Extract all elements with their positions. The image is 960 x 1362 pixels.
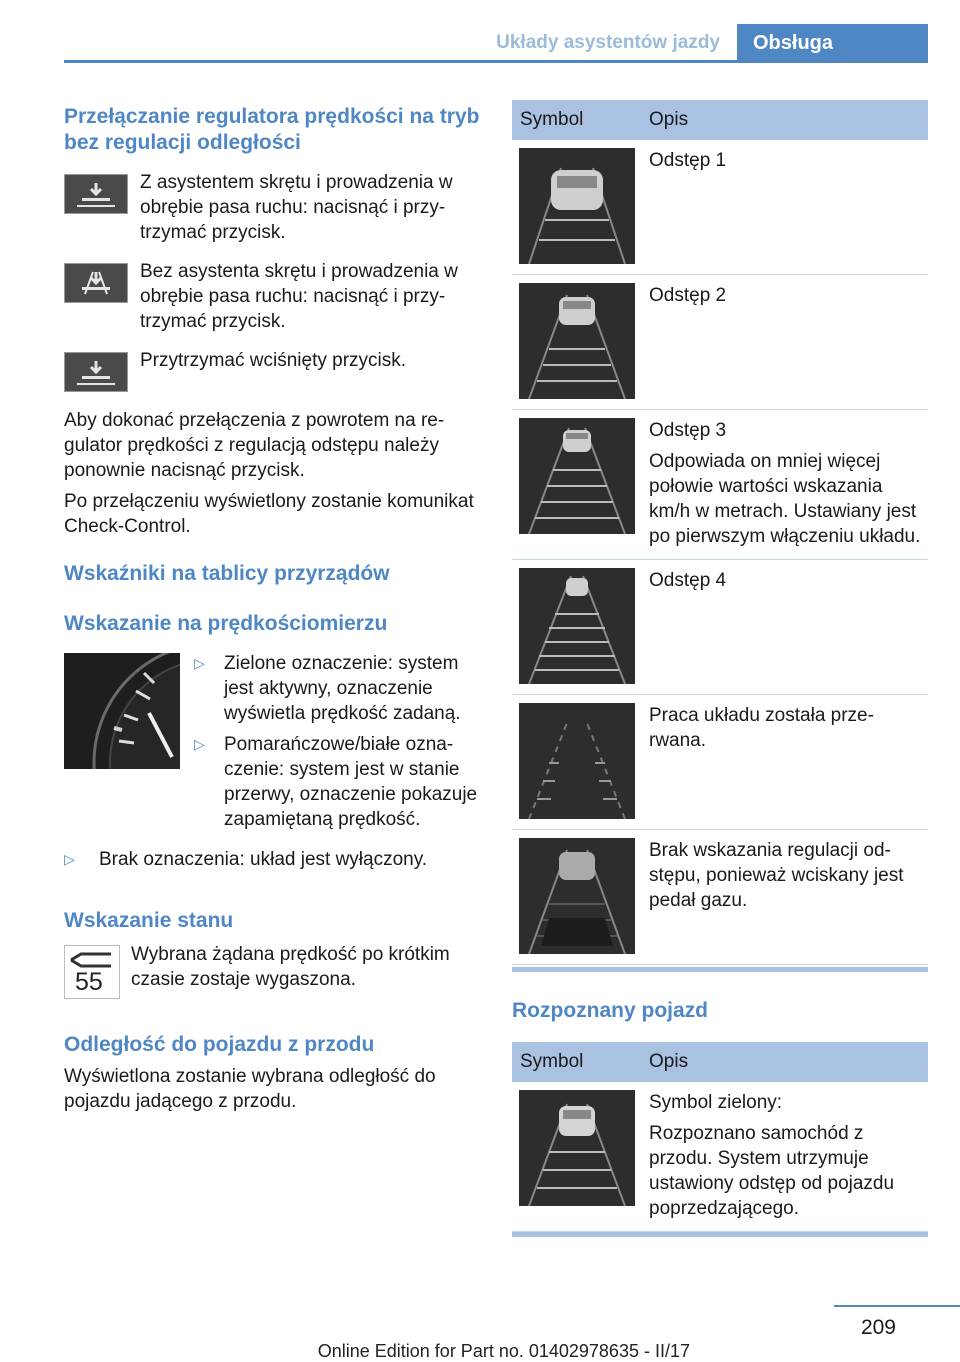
table-end-rule	[512, 967, 928, 972]
heading-status: Wskazanie stanu	[64, 909, 234, 932]
col-description-header: Opis	[641, 100, 928, 140]
heading-distance: Odległość do pojazdu z przodu	[64, 1033, 375, 1056]
button-1-text: Z asystentem skrętu i prowadzenia w obrębie pasa ruchu: nacisnąć i przytrzymać przycisk.	[140, 172, 453, 243]
table-row	[512, 1082, 928, 1232]
heading-switch-mode: Przełączanie regulatora prędkości na tryb bez regulacji odległości	[64, 105, 480, 154]
no-lane-assist-button-icon	[64, 263, 128, 303]
status-row	[64, 942, 484, 1000]
speedometer-list-2	[64, 847, 484, 872]
row-title: Odstęp 4	[649, 570, 727, 591]
vehicle-recognized-symbol	[519, 1090, 635, 1206]
distance-4-symbol	[519, 568, 635, 684]
left-column	[64, 100, 484, 1114]
header-rule	[64, 60, 928, 63]
table-row	[512, 275, 928, 410]
header-section-title: Układy asystentów jazdy	[496, 32, 720, 53]
accelerator-pressed-symbol	[519, 838, 635, 954]
footer-rule	[834, 1305, 960, 1307]
right-column	[512, 100, 928, 1237]
edition-note: Online Edition for Part no. 01402978635 - II/17	[317, 1341, 690, 1361]
speed-status-icon: 55	[64, 945, 120, 999]
row-title: Praca układu została przerwana.	[649, 705, 874, 751]
table-row	[512, 410, 928, 560]
button-row-1	[64, 170, 484, 245]
distance-symbols-table	[512, 100, 928, 965]
recognized-vehicle-table	[512, 1042, 928, 1232]
table-row	[512, 830, 928, 965]
interrupted-symbol	[519, 703, 635, 819]
col-description-header: Opis	[641, 1042, 928, 1082]
button-3-text: Przytrzymać wciśnięty przycisk.	[140, 350, 407, 371]
status-text: Wybrana żądana prędkość po krótkim czasie zostaje wygaszona.	[131, 944, 450, 990]
row-title: Symbol zielony:	[649, 1092, 783, 1113]
table-header-row	[512, 100, 928, 140]
lane-assist-button-icon	[64, 174, 128, 214]
speedometer-block	[64, 651, 484, 847]
button-2-text: Bez asystenta skrętu i prowadzenia w obrębie pasa ruchu: nacisnąć i przytrzymać przycisk.	[140, 261, 458, 332]
row-title: Odstęp 1	[649, 150, 727, 171]
page-number: 209	[860, 1316, 896, 1339]
heading-recognized-vehicle: Rozpoznany pojazd	[512, 999, 708, 1022]
paragraph-check-control: Po przełączeniu wyświetlony zostanie komunikat Check-Control.	[64, 491, 474, 537]
list-item: ▷ Zielone oznaczenie: system jest aktywny, oznaczenie wyświetla prędkość zadaną.	[194, 653, 461, 724]
col-symbol-header: Symbol	[512, 100, 641, 140]
distance-text: Wyświetlona zostanie wybrana odległość do pojazdu jadącego z przodu.	[64, 1066, 436, 1112]
button-row-3	[64, 348, 484, 398]
distance-1-symbol	[519, 148, 635, 264]
distance-3-symbol	[519, 418, 635, 534]
speedometer-list	[194, 651, 484, 832]
speedometer-image	[64, 653, 180, 769]
hold-button-icon	[64, 352, 128, 392]
table-row	[512, 140, 928, 275]
row-detail: Odpowiada on mniej więcej połowie wartości wskazania km/h w metrach. Ustawiany jest po pierwszym włączeniu układu.	[649, 451, 921, 547]
row-title: Brak wskazania regulacji odstępu, ponieważ wciskany jest pedał gazu.	[649, 840, 904, 911]
col-symbol-header: Symbol	[512, 1042, 641, 1082]
table-header-row	[512, 1042, 928, 1082]
table-end-rule	[512, 1232, 928, 1237]
paragraph-switch-back: Aby dokonać przełączenia z powrotem na regulator prędkości z regulacją odstępu należy ponownie nacisnąć przycisk.	[64, 410, 445, 481]
list-item: ▷ Brak oznaczenia: układ jest wyłączony.	[64, 849, 428, 870]
heading-indicators: Wskaźniki na tablicy przyrządów	[64, 562, 390, 585]
heading-speedometer: Wskazanie na prędkościomierzu	[64, 612, 388, 635]
distance-2-symbol	[519, 283, 635, 399]
row-title: Odstęp 2	[649, 285, 727, 306]
row-title: Odstęp 3	[649, 420, 727, 441]
list-item: ▷ Pomarańczowe/białe oznaczenie: system jest w stanie przerwy, oznaczenie pokazuje zapamiętaną prędkość.	[194, 734, 478, 830]
button-row-2	[64, 259, 484, 334]
table-row	[512, 695, 928, 830]
table-row	[512, 560, 928, 695]
row-detail: Rozpoznano samochód z przodu. System utrzymuje ustawiony odstęp od pojazdu poprzedzającego.	[649, 1123, 895, 1219]
header-chapter-tab: Obsługa	[737, 24, 928, 62]
